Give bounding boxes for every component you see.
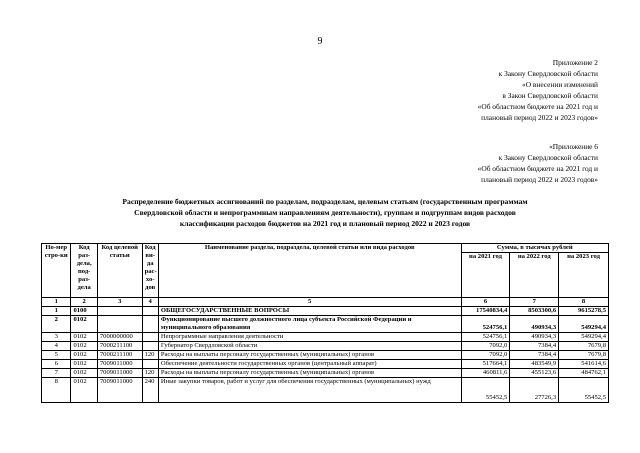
amount-2021: 7092,0 [461, 351, 510, 360]
column-number: 3 [97, 298, 142, 307]
amount-2023: 9615278,5 [559, 307, 609, 316]
amount-2021: 460811,6 [461, 369, 510, 378]
amount-2022: 7384,4 [510, 351, 559, 360]
appendix-line: Приложение 2 [552, 58, 598, 67]
header-name: Наименование раздела, подраздела, целевой статьи или вида расходов [158, 244, 461, 298]
row-number: 4 [42, 342, 71, 351]
target-code: 7009011000 [97, 378, 142, 403]
column-number: 4 [142, 298, 158, 307]
appendix-6-header [478, 141, 598, 185]
table-row [42, 342, 609, 351]
target-code [97, 316, 142, 333]
appendix-line: к Закону Свердловской области [498, 153, 598, 162]
section-code: 0102 [71, 378, 97, 403]
section-code: 0102 [71, 369, 97, 378]
appendix-line: плановый период 2022 и 2023 годов» [481, 113, 598, 122]
column-number: 5 [158, 298, 461, 307]
table-row [42, 378, 609, 403]
amount-2021: 55452,5 [461, 378, 510, 403]
column-number: 1 [42, 298, 71, 307]
header-row-number: Но-мер стро-ки [42, 244, 71, 298]
column-number: 2 [71, 298, 97, 307]
expense-type-code: 120 [142, 351, 158, 360]
expense-name: ОБЩЕГОСУДАРСТВЕННЫЕ ВОПРОСЫ [158, 307, 461, 316]
amount-2023: 7679,8 [559, 351, 609, 360]
expense-type-code [142, 360, 158, 369]
header-year-2023: на 2023 год [559, 253, 609, 298]
appendix-line: «О внесении изменений [522, 80, 598, 89]
amount-2022: 27726,3 [510, 378, 559, 403]
section-code: 0102 [71, 360, 97, 369]
appendix-line: «Об областном бюджете на 2021 год и [477, 102, 598, 111]
row-number: 7 [42, 369, 71, 378]
amount-2023: 7679,8 [559, 342, 609, 351]
amount-2021: 517664,1 [461, 360, 510, 369]
amount-2021: 524756,1 [461, 316, 510, 333]
appendix-line: «Приложение 6 [549, 142, 598, 151]
appendix-line: к Закону Свердловской области [498, 69, 598, 78]
row-number: 8 [42, 378, 71, 403]
header-year-2022: на 2022 год [510, 253, 559, 298]
target-code: 7000211100 [97, 342, 142, 351]
section-code: 0102 [71, 342, 97, 351]
table-row [42, 333, 609, 342]
amount-2021: 17540834,4 [461, 307, 510, 316]
header-expense-type-code: Код ви-да рас-хо-дов [142, 244, 158, 298]
title-line: Свердловской области и непрограммным направлениям деятельности), группам и подгруппам видов расходов [134, 208, 516, 217]
expense-name: Расходы на выплаты персоналу государственных (муниципальных) органов [158, 369, 461, 378]
target-code: 7009011000 [97, 360, 142, 369]
section-code: 0100 [71, 307, 97, 316]
target-code [97, 307, 142, 316]
row-number: 1 [42, 307, 71, 316]
expense-name: Функционирование высшего должностного лица субъекта Российской Федерации и муниципального образования [158, 316, 461, 333]
table-row [42, 369, 609, 378]
expense-name: Иные закупки товаров, работ и услуг для обеспечения государственных (муниципальных) нужд [158, 378, 461, 403]
expense-type-code [142, 342, 158, 351]
expense-name: Обеспечение деятельности государственных органов (центральный аппарат) [158, 360, 461, 369]
amount-2023: 484762,1 [559, 369, 609, 378]
expense-name: Губернатор Свердловской области [158, 342, 461, 351]
expense-type-code [142, 316, 158, 333]
expense-type-code: 240 [142, 378, 158, 403]
amount-2022: 490934,3 [510, 333, 559, 342]
document-title [60, 196, 590, 229]
column-number: 8 [559, 298, 609, 307]
appendix-line: плановый период 2022 и 2023 годов» [481, 175, 598, 184]
target-code: 7000000000 [97, 333, 142, 342]
row-number: 5 [42, 351, 71, 360]
amount-2022: 8503300,6 [510, 307, 559, 316]
expense-name: Расходы на выплаты персоналу государственных (муниципальных) органов [158, 351, 461, 360]
table-row [42, 351, 609, 360]
column-number-row [42, 298, 609, 307]
amount-2021: 524756,1 [461, 333, 510, 342]
amount-2022: 7384,4 [510, 342, 559, 351]
row-number: 6 [42, 360, 71, 369]
table-row [42, 316, 609, 333]
amount-2023: 549294,4 [559, 316, 609, 333]
row-number: 3 [42, 333, 71, 342]
column-number: 7 [510, 298, 559, 307]
target-code: 7000211100 [97, 351, 142, 360]
budget-table [41, 243, 609, 403]
header-target-code: Код целевой статьи [97, 244, 142, 298]
header-section-code: Код раз-дела, под-раз-дела [71, 244, 97, 298]
column-number: 6 [461, 298, 510, 307]
table-row [42, 360, 609, 369]
amount-2022: 483549,9 [510, 360, 559, 369]
title-line: Распределение бюджетных ассигнований по разделам, подразделам, целевым статьям (государственным программам [122, 197, 528, 206]
target-code: 7009011000 [97, 369, 142, 378]
appendix-2-header [478, 57, 598, 123]
title-line: классификации расходов бюджетов на 2021 год и плановый период 2022 и 2023 годов [179, 219, 471, 228]
amount-2023: 549294,4 [559, 333, 609, 342]
amount-2021: 7092,0 [461, 342, 510, 351]
appendix-line: «Об областном бюджете на 2021 год и [477, 164, 598, 173]
amount-2023: 55452,5 [559, 378, 609, 403]
row-number: 2 [42, 316, 71, 333]
amount-2023: 541614,6 [559, 360, 609, 369]
table-row [42, 307, 609, 316]
header-year-2021: на 2021 год [461, 253, 510, 298]
expense-type-code [142, 307, 158, 316]
amount-2022: 455123,6 [510, 369, 559, 378]
amount-2022: 490934,3 [510, 316, 559, 333]
appendix-line: в Закон Свердловской области [502, 91, 598, 100]
expense-type-code [142, 333, 158, 342]
section-code: 0102 [71, 351, 97, 360]
section-code: 0102 [71, 333, 97, 342]
section-code: 0102 [71, 316, 97, 333]
expense-name: Непрограммные направления деятельности [158, 333, 461, 342]
header-sum: Сумма, в тысячах рублей [461, 244, 608, 253]
page-number: 9 [317, 36, 323, 47]
expense-type-code: 120 [142, 369, 158, 378]
